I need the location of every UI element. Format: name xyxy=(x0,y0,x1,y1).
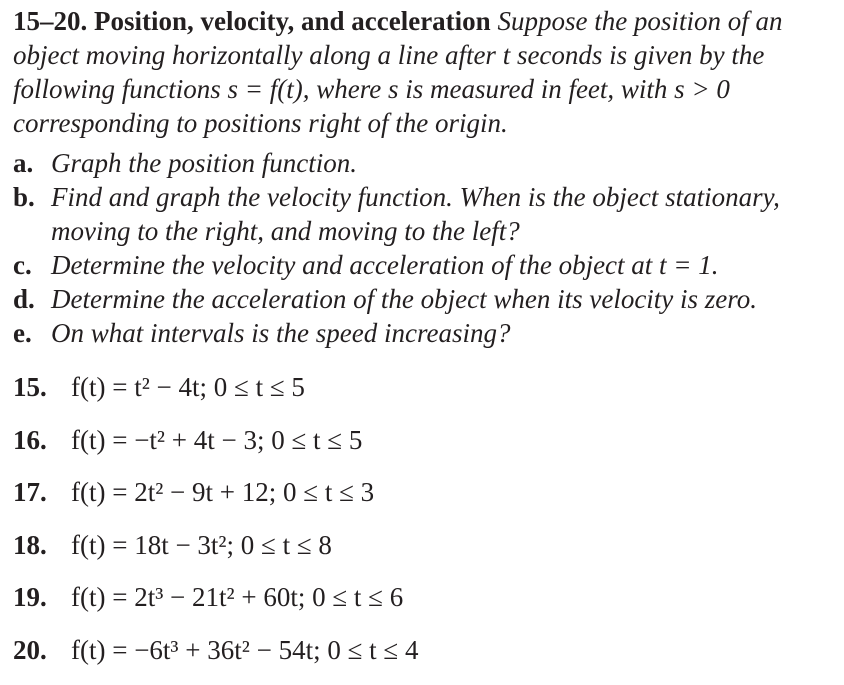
part-b xyxy=(13,180,833,248)
exercise-parts xyxy=(13,146,833,350)
problem-16 xyxy=(13,423,833,476)
problem-expression: f(t) = 2t² − 9t + 12; 0 ≤ t ≤ 3 xyxy=(71,477,374,507)
part-c xyxy=(13,248,833,282)
part-e xyxy=(13,316,833,350)
part-letter: a. xyxy=(13,146,33,180)
problem-20 xyxy=(13,633,833,685)
part-letter: b. xyxy=(13,180,35,214)
part-letter: e. xyxy=(13,316,32,350)
part-a xyxy=(13,146,833,180)
problem-expression: f(t) = −6t³ + 36t² − 54t; 0 ≤ t ≤ 4 xyxy=(71,635,418,665)
problem-expression: f(t) = 18t − 3t²; 0 ≤ t ≤ 8 xyxy=(71,530,332,560)
problem-17 xyxy=(13,475,833,528)
exercise-intro xyxy=(13,4,833,140)
problem-15 xyxy=(13,370,833,423)
problem-number: 15. xyxy=(13,370,71,404)
part-text: Find and graph the velocity function. When is the object stationary, moving to the right, and moving to the left? xyxy=(51,182,780,246)
part-text: On what intervals is the speed increasing? xyxy=(51,318,510,348)
part-text: Determine the velocity and acceleration of the object at t = 1. xyxy=(51,250,719,280)
part-letter: c. xyxy=(13,248,32,282)
problem-number: 18. xyxy=(13,528,71,562)
exercise-heading: 15–20. Position, velocity, and acceleration xyxy=(13,6,491,36)
problem-list xyxy=(13,370,833,685)
exercise-instructions: Suppose the position of an object moving horizontally along a line after t seconds is given by the following functions s = f(t), where s is measured in feet, with s > 0 corresponding to positions right of the origin. xyxy=(13,6,782,138)
problem-expression: f(t) = t² − 4t; 0 ≤ t ≤ 5 xyxy=(71,372,305,402)
part-letter: d. xyxy=(13,282,35,316)
problem-expression: f(t) = 2t³ − 21t² + 60t; 0 ≤ t ≤ 6 xyxy=(71,582,403,612)
problem-19 xyxy=(13,580,833,633)
problem-18 xyxy=(13,528,833,581)
part-d xyxy=(13,282,833,316)
problem-number: 16. xyxy=(13,423,71,457)
problem-number: 19. xyxy=(13,580,71,614)
problem-expression: f(t) = −t² + 4t − 3; 0 ≤ t ≤ 5 xyxy=(71,425,362,455)
part-text: Graph the position function. xyxy=(51,148,357,178)
part-text: Determine the acceleration of the object when its velocity is zero. xyxy=(51,284,757,314)
problem-number: 20. xyxy=(13,633,71,667)
problem-number: 17. xyxy=(13,475,71,509)
